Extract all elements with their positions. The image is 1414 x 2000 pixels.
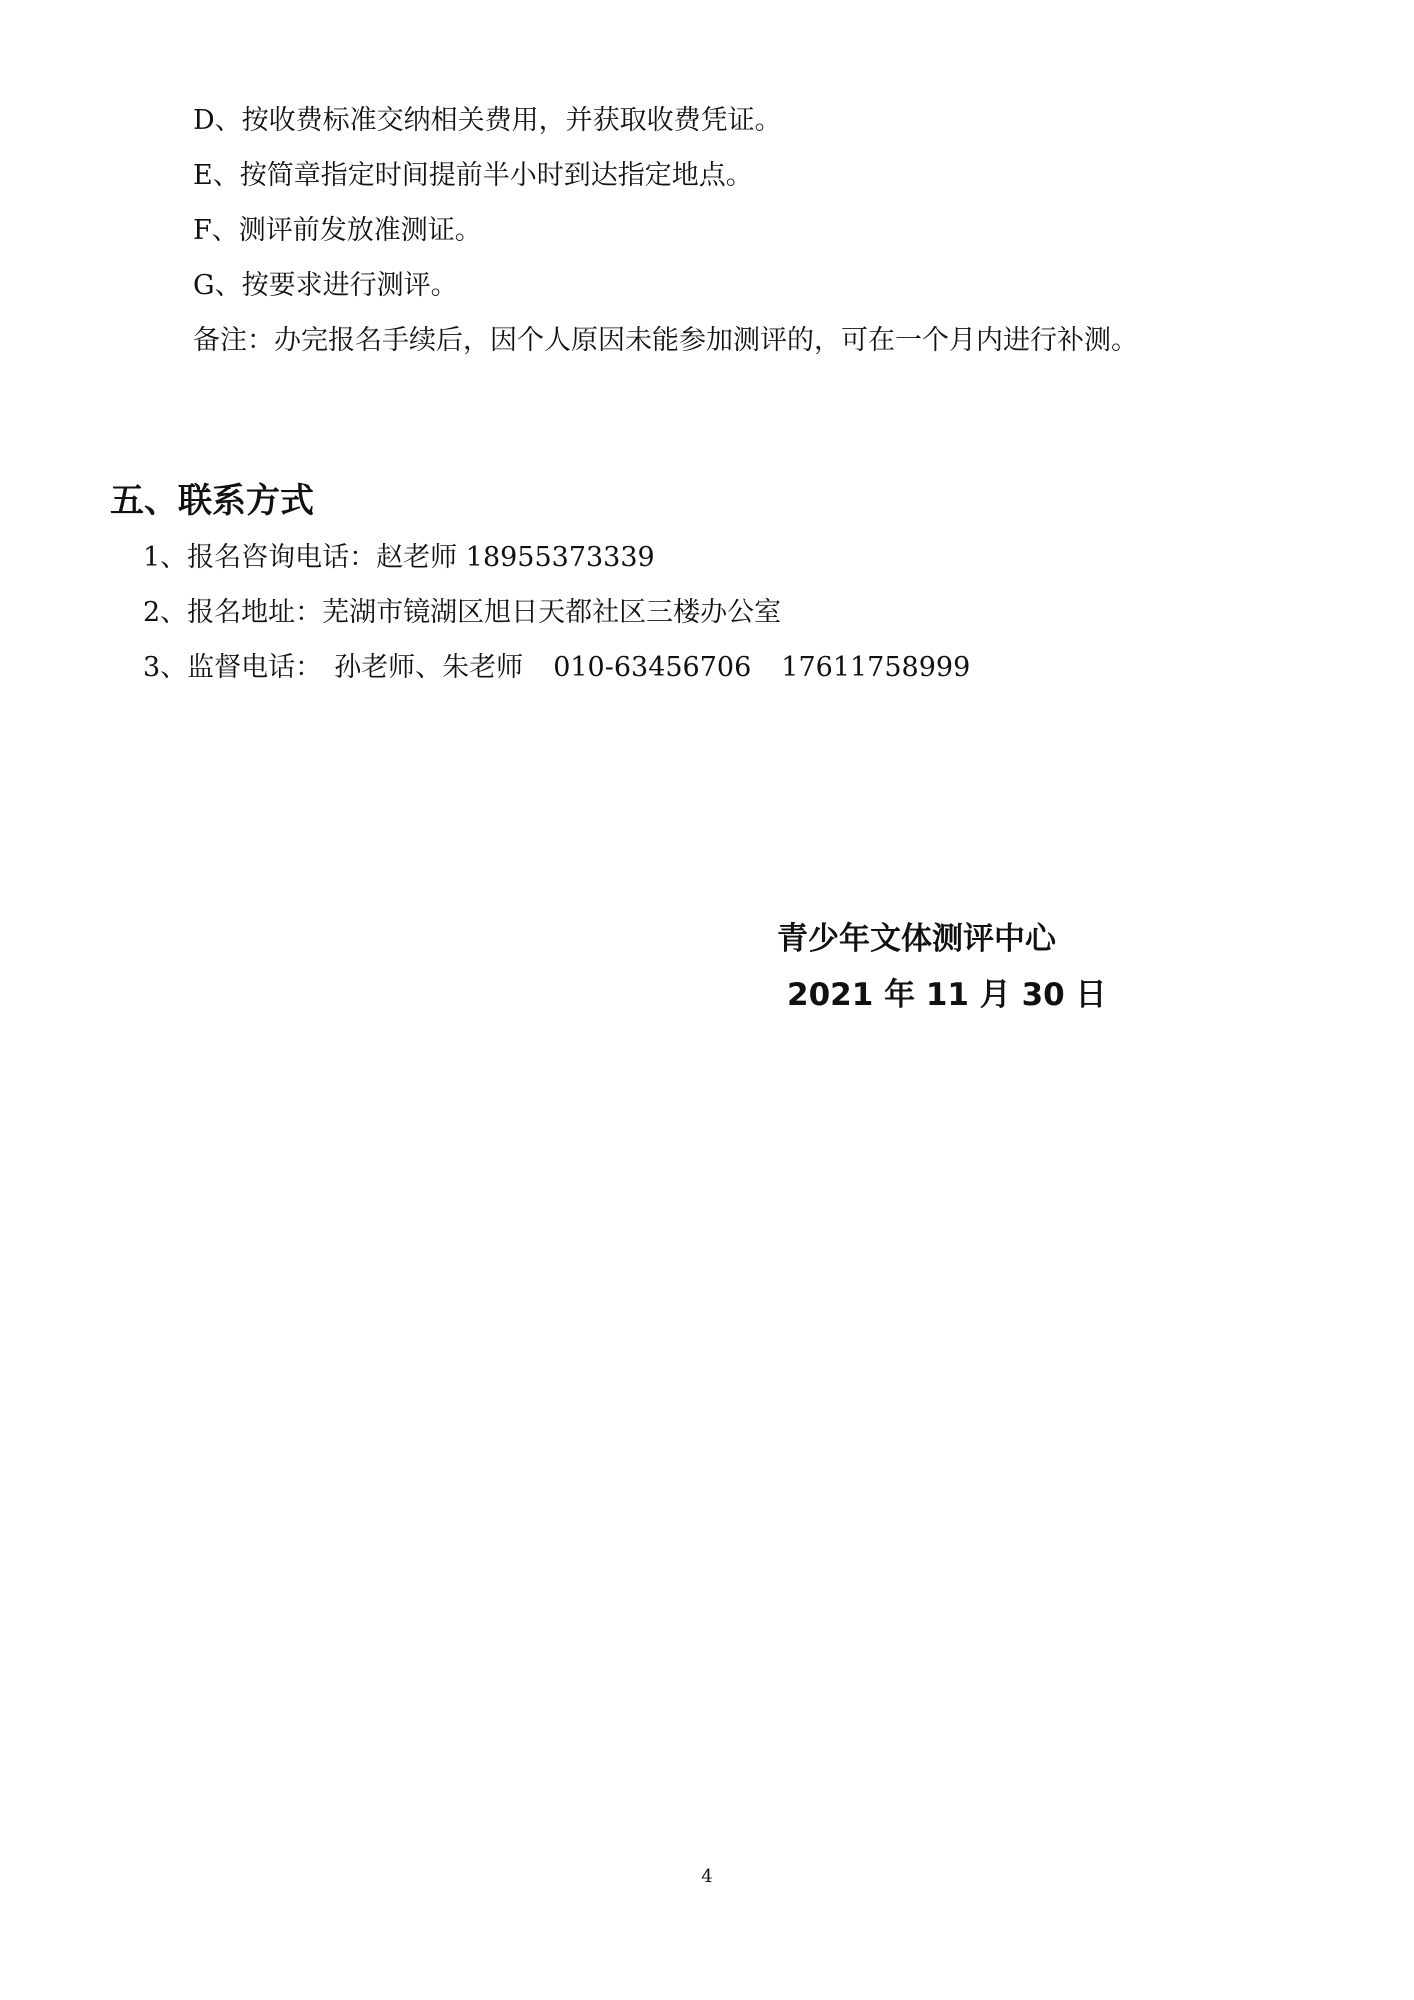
- supervision-phone-mobile: 17611758999: [781, 652, 971, 683]
- step-d-pay-fees: D、按收费标准交纳相关费用，并获取收费凭证。: [193, 105, 782, 136]
- contact-item-supervision-phone: [143, 651, 970, 685]
- supervision-phone-landline: 010-63456706: [553, 652, 752, 683]
- page-number: 4: [701, 1866, 713, 1887]
- contact-section-heading: 五、联系方式: [110, 481, 314, 521]
- supervision-names: 孙老师、朱老师: [334, 652, 524, 683]
- signature-date: 2021 年 11 月 30 日: [787, 977, 1107, 1013]
- step-g-take-assessment: G、按要求进行测评。: [193, 270, 458, 301]
- step-f-issue-admission-card: F、测评前发放准测证。: [193, 215, 482, 246]
- supervision-label: 3、监督电话：: [143, 652, 323, 683]
- contact-item-registration-address: 2、报名地址：芜湖市镜湖区旭日天都社区三楼办公室: [143, 597, 782, 628]
- signature-organization: 青少年文体测评中心: [777, 921, 1056, 957]
- remark-note: 备注：办完报名手续后，因个人原因未能参加测评的，可在一个月内进行补测。: [193, 325, 1138, 356]
- contact-item-registration-phone: 1、报名咨询电话：赵老师 18955373339: [143, 542, 655, 573]
- step-e-arrive-early: E、按简章指定时间提前半小时到达指定地点。: [193, 160, 753, 191]
